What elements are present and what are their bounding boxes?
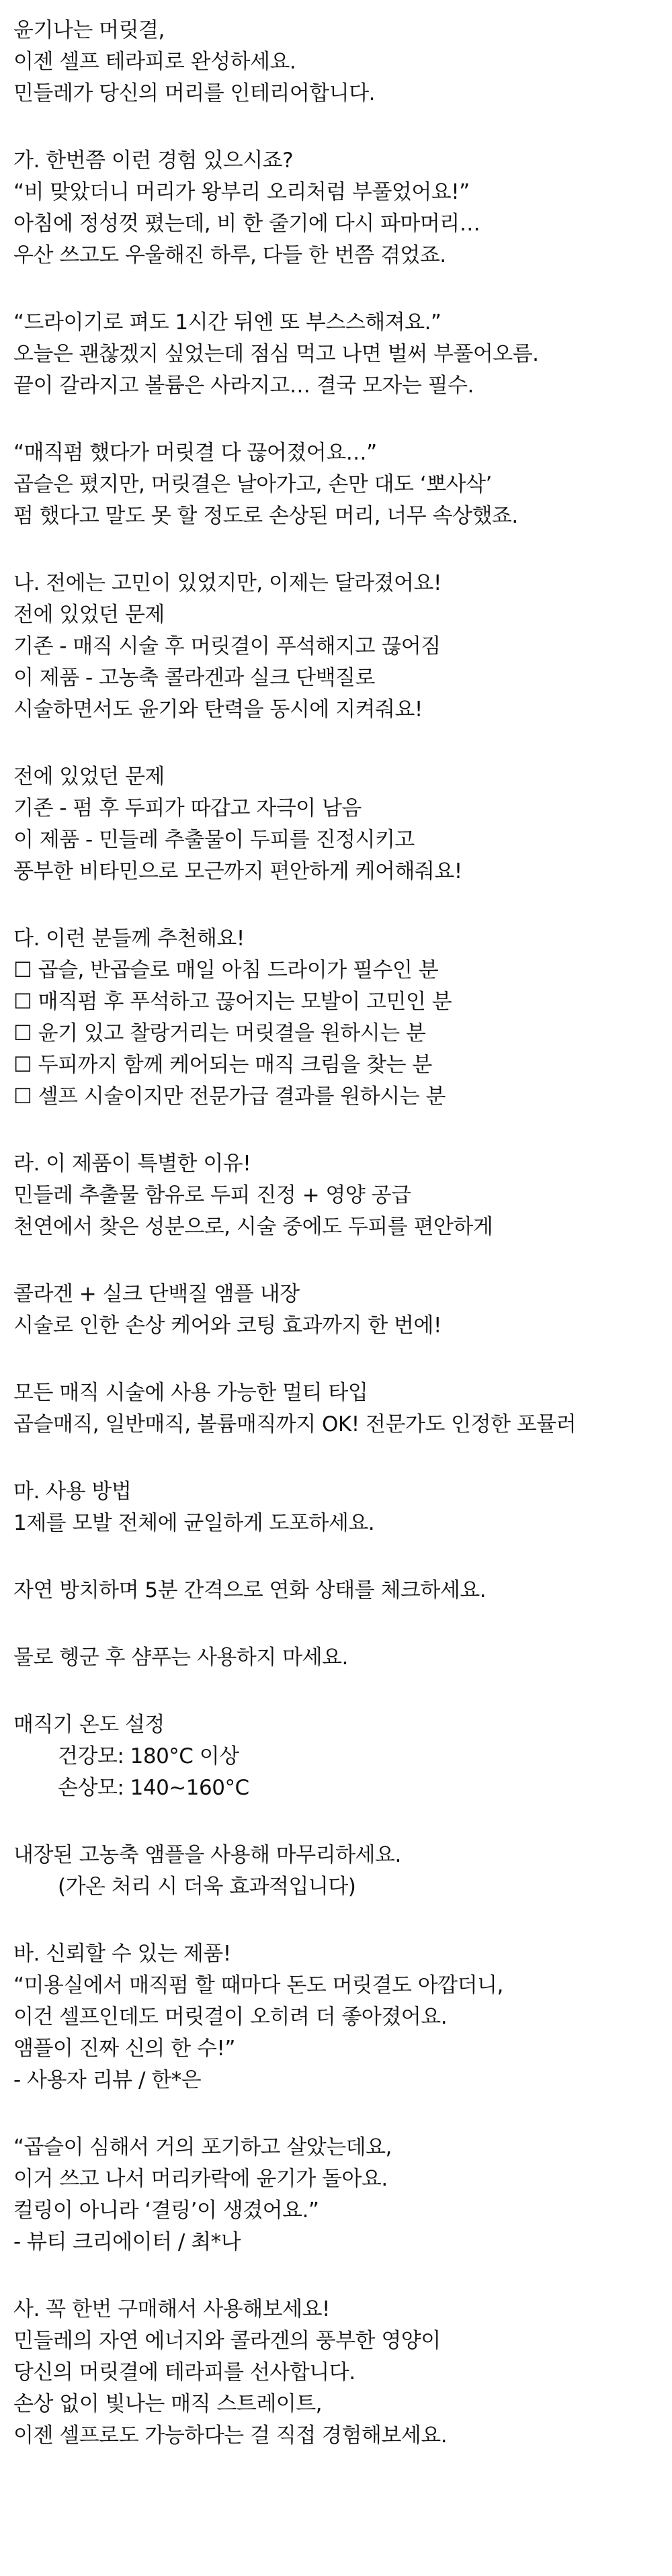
- intro-line-3: 민들레가 당신의 머리를 인테리어합니다.: [13, 81, 375, 105]
- section-ga-heading: 가. 한번쯤 이런 경험 있으시죠?: [13, 148, 294, 173]
- review-2-line-3: 컬링이 아니라 ‘결링’이 생겼어요.”: [13, 2198, 319, 2223]
- section-sa-line-4: 이젠 셀프로도 가능하다는 걸 직접 경험해보세요.: [13, 2423, 448, 2448]
- section-na: [13, 568, 659, 726]
- multi-block: [13, 1377, 659, 1441]
- quote-dryer-line-2: 오늘은 괜찮겠지 싶었는데 점심 먹고 나면 벌써 부풀어오름.: [13, 342, 539, 366]
- usage-step-rinse: 물로 헹군 후 샴푸는 사용하지 마세요.: [13, 1645, 348, 1670]
- intro-line-2: 이젠 셀프 테라피로 완성하세요.: [13, 50, 296, 74]
- temperature-block: [13, 1709, 659, 1804]
- section-ga-line-1: “비 맞았더니 머리가 왕부리 오리처럼 부풀었어요!”: [13, 180, 470, 204]
- section-na-line-1: 전에 있었던 문제: [13, 603, 165, 627]
- multi-line-1: 모든 매직 시술에 사용 가능한 멀티 타입: [13, 1381, 368, 1405]
- section-sa-line-2: 당신의 머릿결에 테라피를 선사합니다.: [13, 2360, 355, 2385]
- section-sa-heading: 사. 꼭 한번 구매해서 사용해보세요!: [13, 2297, 330, 2321]
- review-2-line-2: 이거 쓰고 나서 머리카락에 윤기가 돌아요.: [13, 2167, 388, 2191]
- section-da: [13, 923, 659, 1113]
- checklist-item: ☐ 윤기 있고 찰랑거리는 머릿결을 원하시는 분: [13, 1021, 426, 1045]
- problem-scalp-line-2: 기존 - 펌 후 두피가 따갑고 자극이 남음: [13, 796, 362, 820]
- section-ra-line-2: 천연에서 찾은 성분으로, 시술 중에도 두피를 편안하게: [13, 1215, 493, 1239]
- finish-line: 내장된 고농축 앰플을 사용해 마무리하세요.: [13, 1843, 401, 1867]
- section-ma: [13, 1476, 659, 1539]
- quote-magic-line-3: 펌 했다고 말도 못 할 정도로 손상된 머리, 너무 속상했죠.: [13, 504, 518, 528]
- usage-step-check: 자연 방치하며 5분 간격으로 연화 상태를 체크하세요.: [13, 1578, 487, 1602]
- review-2: [13, 2132, 659, 2258]
- usage-step-apply: 1제를 모발 전체에 균일하게 도포하세요.: [13, 1511, 375, 1535]
- problem-scalp: [13, 761, 659, 888]
- quote-magic-line-2: 곱슬은 폈지만, 머릿결은 날아가고, 손만 대도 ‘뽀사삭’: [13, 472, 492, 497]
- multi-line-2: 곱슬매직, 일반매직, 볼륨매직까지 OK! 전문가도 인정한 포뮬러: [13, 1412, 577, 1436]
- section-ba-heading: 바. 신뢰할 수 있는 제품!: [13, 1942, 231, 1966]
- review-2-line-1: “곱슬이 심해서 거의 포기하고 살았는데요,: [13, 2135, 392, 2159]
- section-ma-heading: 마. 사용 방법: [13, 1479, 132, 1504]
- section-ga-line-2: 아침에 정성껏 폈는데, 비 한 줄기에 다시 파마머리…: [13, 212, 480, 236]
- problem-scalp-line-3: 이 제품 - 민들레 추출물이 두피를 진정시키고: [13, 828, 415, 852]
- usage-step-rinse-block: [13, 1642, 659, 1674]
- review-2-author: - 뷰티 크리에이터 / 최*나: [13, 2230, 241, 2254]
- section-da-heading: 다. 이런 분들께 추천해요!: [13, 927, 245, 951]
- problem-scalp-line-4: 풍부한 비타민으로 모근까지 편안하게 케어해줘요!: [13, 859, 462, 884]
- section-na-heading: 나. 전에는 고민이 있었지만, 이제는 달라졌어요!: [13, 571, 442, 595]
- usage-step-check-block: [13, 1575, 659, 1606]
- temperature-healthy: 건강모: 180°C 이상: [58, 1744, 239, 1768]
- quote-magic: [13, 437, 659, 532]
- collagen-line-2: 시술로 인한 손상 케어와 코팅 효과까지 한 번에!: [13, 1314, 442, 1338]
- temperature-damaged: 손상모: 140~160°C: [58, 1776, 249, 1800]
- quote-dryer-line-3: 끝이 갈라지고 볼륨은 사라지고… 결국 모자는 필수.: [13, 374, 474, 398]
- quote-magic-line-1: “매직펌 했다가 머릿결 다 끊어졌어요…”: [13, 441, 377, 465]
- section-ba: [13, 1938, 659, 2096]
- review-1-line-2: 이건 셀프인데도 머릿결이 오히려 더 좋아졌어요.: [13, 2005, 448, 2029]
- section-na-line-2: 기존 - 매직 시술 후 머릿결이 푸석해지고 끊어짐: [13, 634, 441, 658]
- checklist-item: ☐ 매직펌 후 푸석하고 끊어지는 모발이 고민인 분: [13, 990, 452, 1014]
- collagen-block: [13, 1279, 659, 1342]
- document-body: [13, 15, 659, 2452]
- problem-scalp-line-1: 전에 있었던 문제: [13, 765, 165, 789]
- checklist-item: ☐ 곱슬, 반곱슬로 매일 아침 드라이가 필수인 분: [13, 958, 439, 982]
- review-1-author: - 사용자 리뷰 / 한*은: [13, 2068, 202, 2092]
- intro-block: [13, 15, 659, 110]
- section-ga: [13, 145, 659, 271]
- quote-dryer: [13, 307, 659, 402]
- section-ga-line-3: 우산 쓰고도 우울해진 하루, 다들 한 번쯤 겪었죠.: [13, 243, 446, 267]
- review-1-line-3: 앰플이 진짜 신의 한 수!”: [13, 2036, 235, 2061]
- finish-block: [13, 1840, 659, 1903]
- review-1-line-1: “미용실에서 매직펌 할 때마다 돈도 머릿결도 아깝더니,: [13, 1973, 503, 1998]
- section-sa-line-1: 민들레의 자연 에너지와 콜라겐의 풍부한 영양이: [13, 2329, 441, 2353]
- checklist-item: ☐ 셀프 시술이지만 전문가급 결과를 원하시는 분: [13, 1084, 446, 1109]
- finish-note: (가온 처리 시 더욱 효과적입니다): [58, 1875, 356, 1899]
- section-na-line-3: 이 제품 - 고농축 콜라겐과 실크 단백질로: [13, 666, 375, 690]
- checklist-item: ☐ 두피까지 함께 케어되는 매직 크림을 찾는 분: [13, 1053, 432, 1077]
- collagen-line-1: 콜라겐 + 실크 단백질 앰플 내장: [13, 1282, 300, 1306]
- intro-line-1: 윤기나는 머릿결,: [13, 18, 165, 42]
- section-ra-heading: 라. 이 제품이 특별한 이유!: [13, 1152, 251, 1176]
- temperature-title: 매직기 온도 설정: [13, 1713, 165, 1737]
- section-ra-line-1: 민들레 추출물 함유로 두피 진정 + 영양 공급: [13, 1183, 411, 1207]
- section-sa-line-3: 손상 없이 빛나는 매직 스트레이트,: [13, 2392, 323, 2416]
- quote-dryer-line-1: “드라이기로 펴도 1시간 뒤엔 또 부스스해져요.”: [13, 310, 442, 335]
- section-na-line-4: 시술하면서도 윤기와 탄력을 동시에 지켜줘요!: [13, 697, 423, 722]
- section-sa: [13, 2294, 659, 2452]
- section-ra: [13, 1148, 659, 1243]
